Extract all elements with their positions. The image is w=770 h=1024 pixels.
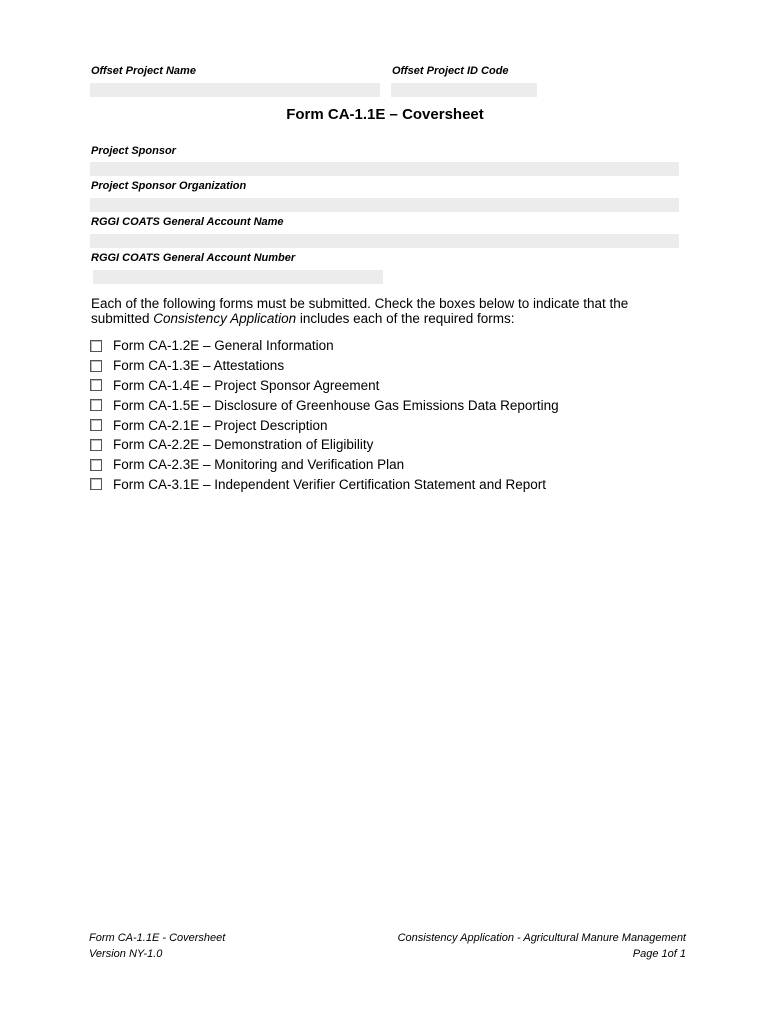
checklist-label: Form CA-2.1E – Project Description bbox=[113, 417, 328, 433]
form-title: Form CA-1.1E – Coversheet bbox=[286, 106, 484, 123]
checklist-label: Form CA-2.3E – Monitoring and Verification Plan bbox=[113, 457, 405, 473]
checklist-item bbox=[90, 415, 559, 435]
checklist-item bbox=[90, 395, 559, 415]
checklist-item bbox=[90, 475, 559, 495]
footer-page-number: Page 1of 1 bbox=[632, 948, 686, 960]
checkbox[interactable] bbox=[90, 360, 102, 372]
checklist-label: Form CA-1.2E – General Information bbox=[113, 338, 334, 354]
checklist-label: Form CA-3.1E – Independent Verifier Certification Statement and Report bbox=[113, 476, 546, 492]
checkbox[interactable] bbox=[90, 379, 102, 391]
account-name-field[interactable] bbox=[90, 234, 679, 248]
instructions-suffix: includes each of the required forms: bbox=[296, 311, 515, 326]
checklist-label: Form CA-1.3E – Attestations bbox=[113, 358, 285, 374]
checkbox[interactable] bbox=[90, 419, 102, 431]
instructions-italic: Consistency Application bbox=[153, 311, 297, 326]
instructions-text bbox=[91, 296, 691, 326]
checkbox[interactable] bbox=[90, 459, 102, 471]
instructions-line-1: Each of the following forms must be submitted. Check the boxes below to indicate that the bbox=[91, 296, 629, 311]
project-name-field[interactable] bbox=[90, 83, 380, 97]
checkbox[interactable] bbox=[90, 439, 102, 451]
account-name-label: RGGI COATS General Account Name bbox=[91, 216, 284, 228]
footer-application-name: Consistency Application - Agricultural Manure Management bbox=[397, 932, 686, 944]
account-number-label: RGGI COATS General Account Number bbox=[91, 252, 296, 264]
checklist-item bbox=[90, 455, 559, 475]
sponsor-field[interactable] bbox=[90, 162, 679, 176]
sponsor-org-label: Project Sponsor Organization bbox=[91, 180, 247, 192]
project-id-field[interactable] bbox=[391, 83, 537, 97]
project-id-label: Offset Project ID Code bbox=[392, 65, 509, 77]
footer-right bbox=[398, 930, 686, 962]
checkbox[interactable] bbox=[90, 399, 102, 411]
sponsor-label: Project Sponsor bbox=[91, 145, 176, 157]
checklist-label: Form CA-1.4E – Project Sponsor Agreement bbox=[113, 377, 380, 393]
footer-form-name: Form CA-1.1E - Coversheet bbox=[89, 932, 226, 944]
checkbox[interactable] bbox=[90, 478, 102, 490]
instructions-prefix: submitted bbox=[91, 311, 154, 326]
footer-version: Version NY-1.0 bbox=[89, 948, 163, 960]
checklist-item bbox=[90, 336, 559, 356]
checklist-label: Form CA-1.5E – Disclosure of Greenhouse Gas Emissions Data Reporting bbox=[113, 397, 559, 413]
sponsor-org-field[interactable] bbox=[90, 198, 679, 212]
forms-checklist bbox=[90, 336, 559, 494]
footer-left bbox=[89, 930, 225, 962]
account-number-field[interactable] bbox=[93, 270, 383, 284]
checklist-item bbox=[90, 376, 559, 396]
checkbox[interactable] bbox=[90, 340, 102, 352]
instructions-line-2 bbox=[91, 311, 691, 326]
checklist-label: Form CA-2.2E – Demonstration of Eligibility bbox=[113, 437, 374, 453]
checklist-item bbox=[90, 356, 559, 376]
checklist-item bbox=[90, 435, 559, 455]
project-name-label: Offset Project Name bbox=[91, 65, 196, 77]
